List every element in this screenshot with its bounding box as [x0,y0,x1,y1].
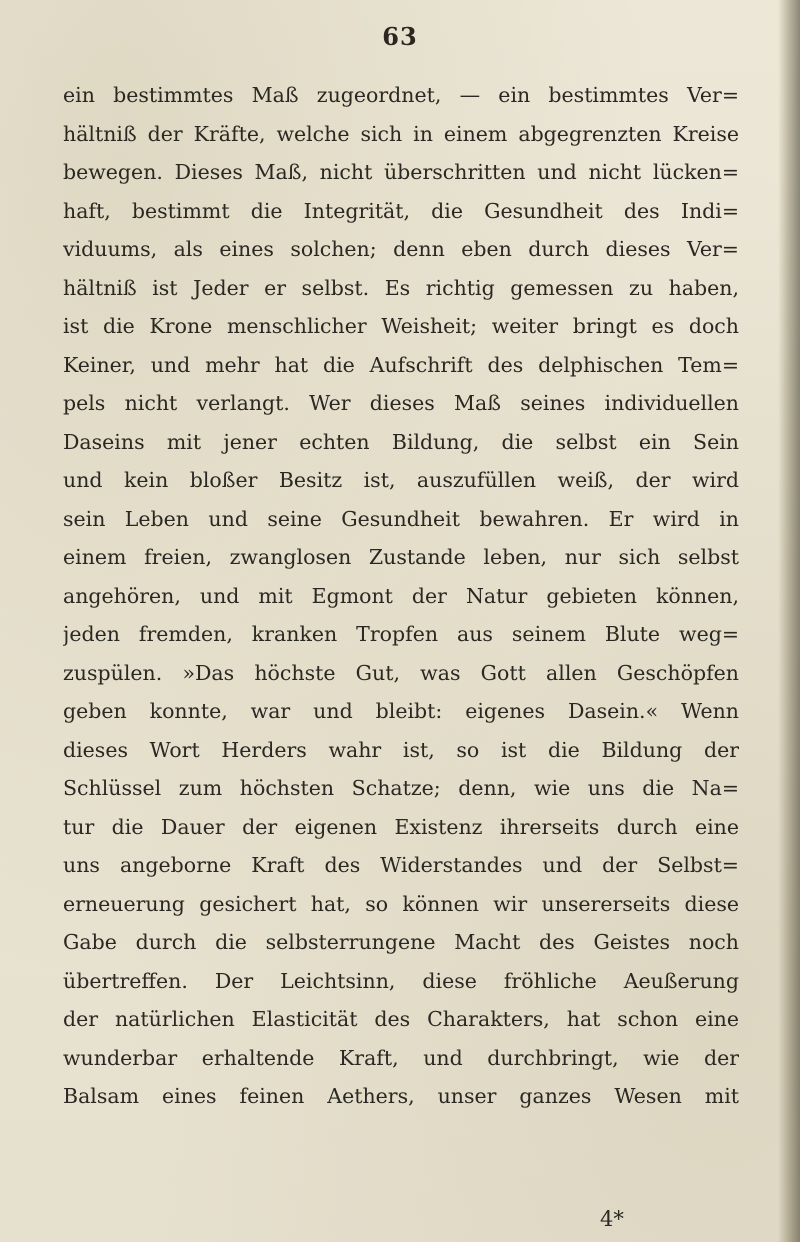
text-line: Gabe durch die selbsterrungene Macht des Geistes noch [63,930,739,954]
text-line: und kein bloßer Besitz ist, auszufüllen weiß, der wird [63,468,739,492]
text-line: wunderbar erhaltende Kraft, und durchbringt, wie der [63,1045,739,1070]
text-line: dieses Wort Herders wahr ist, so ist die Bildung der [63,737,739,762]
text-line: der natürlichen Elasticität des Charakters, hat schon eine [63,1007,739,1031]
text-line: Daseins mit jener echten Bildung, die selbst ein Sein [63,429,739,454]
text-line: uns angeborne Kraft des Widerstandes und der Selbst= [63,853,739,877]
text-line: haft, bestimmt die Integrität, die Gesundheit des Indi= [63,198,739,223]
text-line: hältniß der Kräfte, welche sich in einem abgegrenzten Kreise [63,121,739,146]
text-line: pels nicht verlangt. Wer dieses Maß seines individuellen [63,391,739,415]
text-line: zuspülen. »Das höchste Gut, was Gott allen Geschöpfen [63,660,739,685]
text-line: jeden fremden, kranken Tropfen aus seinem Blute weg= [63,622,739,646]
text-line: sein Leben und seine Gesundheit bewahren. Er wird in [63,506,739,531]
signature-mark: 4* [600,1207,624,1231]
text-line: einem freien, zwanglosen Zustande leben, nur sich selbst [63,545,739,569]
text-line: Keiner, und mehr hat die Aufschrift des delphischen Tem= [63,352,739,377]
text-line: ein bestimmtes Maß zugeordnet, — ein bestimmtes Ver= [63,83,739,107]
text-line: ist die Krone menschlicher Weisheit; weiter bringt es doch [63,314,739,338]
text-line: tur die Dauer der eigenen Existenz ihrerseits durch eine [63,814,739,839]
body-text [63,76,739,1116]
text-line: angehören, und mit Egmont der Natur gebieten können, [63,583,739,608]
text-line: geben konnte, war und bleibt: eigenes Dasein.« Wenn [63,699,739,723]
text-line: bewegen. Dieses Maß, nicht überschritten und nicht lücken= [63,160,739,184]
page-number: 63 [382,22,418,51]
text-line: Balsam eines feinen Aethers, unser ganzes Wesen mit [63,1084,739,1108]
text-line: erneuerung gesichert hat, so können wir unsererseits diese [63,891,739,916]
page-edge-shadow [778,0,800,1242]
text-line: Schlüssel zum höchsten Schatze; denn, wie uns die Na= [63,776,739,800]
text-line: hältniß ist Jeder er selbst. Es richtig gemessen zu haben, [63,275,739,300]
text-line: viduums, als eines solchen; denn eben durch dieses Ver= [63,237,739,261]
text-line: übertreffen. Der Leichtsinn, diese fröhliche Aeußerung [63,968,739,993]
